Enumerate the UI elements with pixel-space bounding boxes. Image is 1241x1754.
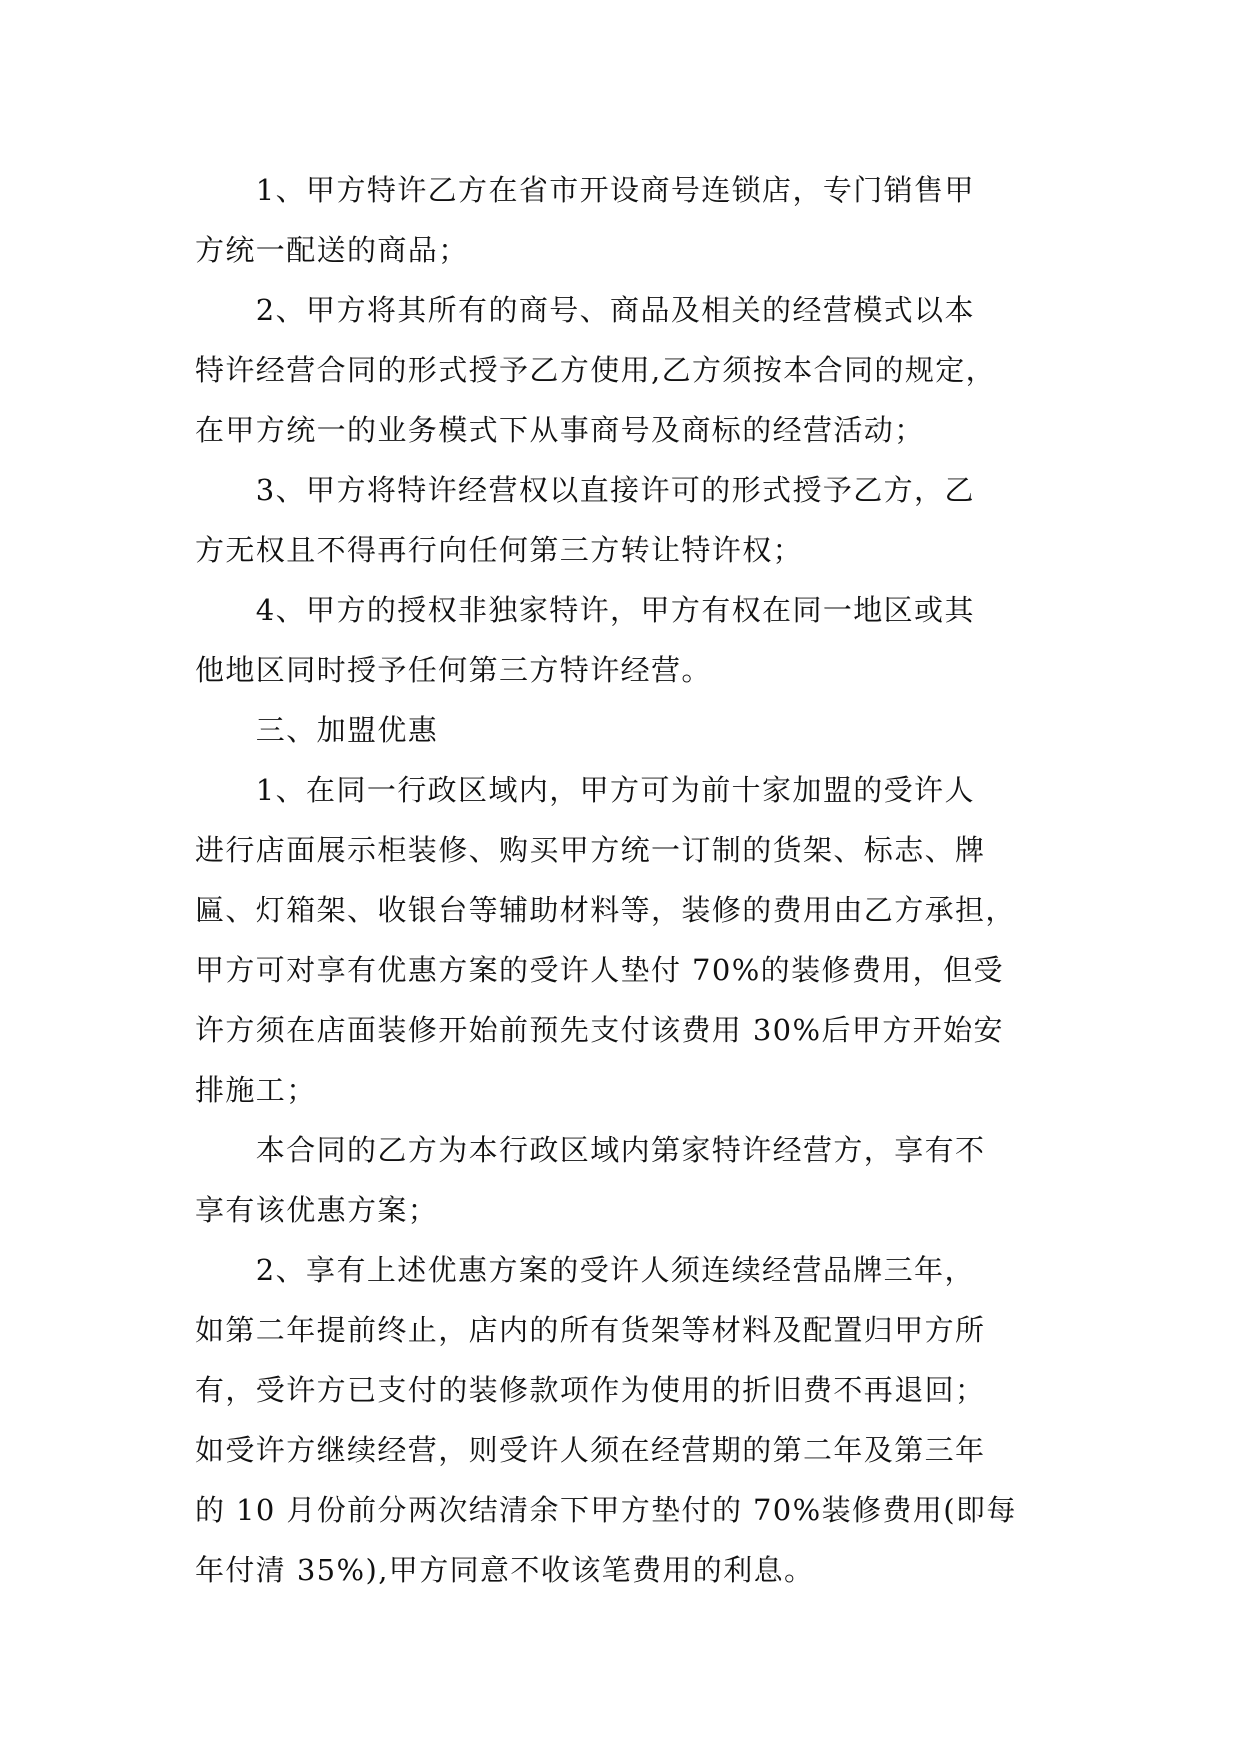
text-line: 如受许方继续经营，则受许人须在经营期的第二年及第三年 [195, 1433, 986, 1467]
text-line: 2、享有上述优惠方案的受许人须连续经营品牌三年， [195, 1253, 975, 1287]
text-line: 1、甲方特许乙方在省市开设商号连锁店，专门销售甲 [195, 173, 975, 207]
text-line: 他地区同时授予任何第三方特许经营。 [195, 653, 712, 687]
text-line: 方无权且不得再行向任何第三方转让特许权； [195, 533, 804, 567]
text-line: 进行店面展示柜装修、购买甲方统一订制的货架、标志、牌 [195, 833, 986, 867]
text-line: 特许经营合同的形式授予乙方使用,乙方须按本合同的规定， [195, 353, 997, 387]
section-heading: 三、加盟优惠 [195, 713, 439, 747]
text-line: 享有该优惠方案； [195, 1193, 439, 1227]
text-line: 甲方可对享有优惠方案的受许人垫付 70%的装修费用，但受 [195, 953, 1004, 987]
text-line: 匾、灯箱架、收银台等辅助材料等，装修的费用由乙方承担， [195, 893, 1016, 927]
text-line: 3、甲方将特许经营权以直接许可的形式授予乙方，乙 [195, 473, 975, 507]
text-line: 如第二年提前终止，店内的所有货架等材料及配置归甲方所 [195, 1313, 986, 1347]
text-line: 方统一配送的商品； [195, 233, 469, 267]
text-line: 1、在同一行政区域内，甲方可为前十家加盟的受许人 [195, 773, 975, 807]
text-line: 有，受许方已支付的装修款项作为使用的折旧费不再退回； [195, 1373, 986, 1407]
text-line: 4、甲方的授权非独家特许，甲方有权在同一地区或其 [195, 593, 975, 627]
contract-body [195, 160, 1055, 1600]
text-line: 年付清 35%),甲方同意不收该笔费用的利息。 [195, 1553, 815, 1587]
text-line: 本合同的乙方为本行政区域内第家特许经营方，享有不 [195, 1133, 986, 1167]
text-line: 排施工； [195, 1073, 317, 1107]
text-line: 2、甲方将其所有的商号、商品及相关的经营模式以本 [195, 293, 975, 327]
text-line: 的 10 月份前分两次结清余下甲方垫付的 70%装修费用(即每 [195, 1493, 1017, 1527]
text-line: 在甲方统一的业务模式下从事商号及商标的经营活动； [195, 413, 925, 447]
text-line: 许方须在店面装修开始前预先支付该费用 30%后甲方开始安 [195, 1013, 1004, 1047]
